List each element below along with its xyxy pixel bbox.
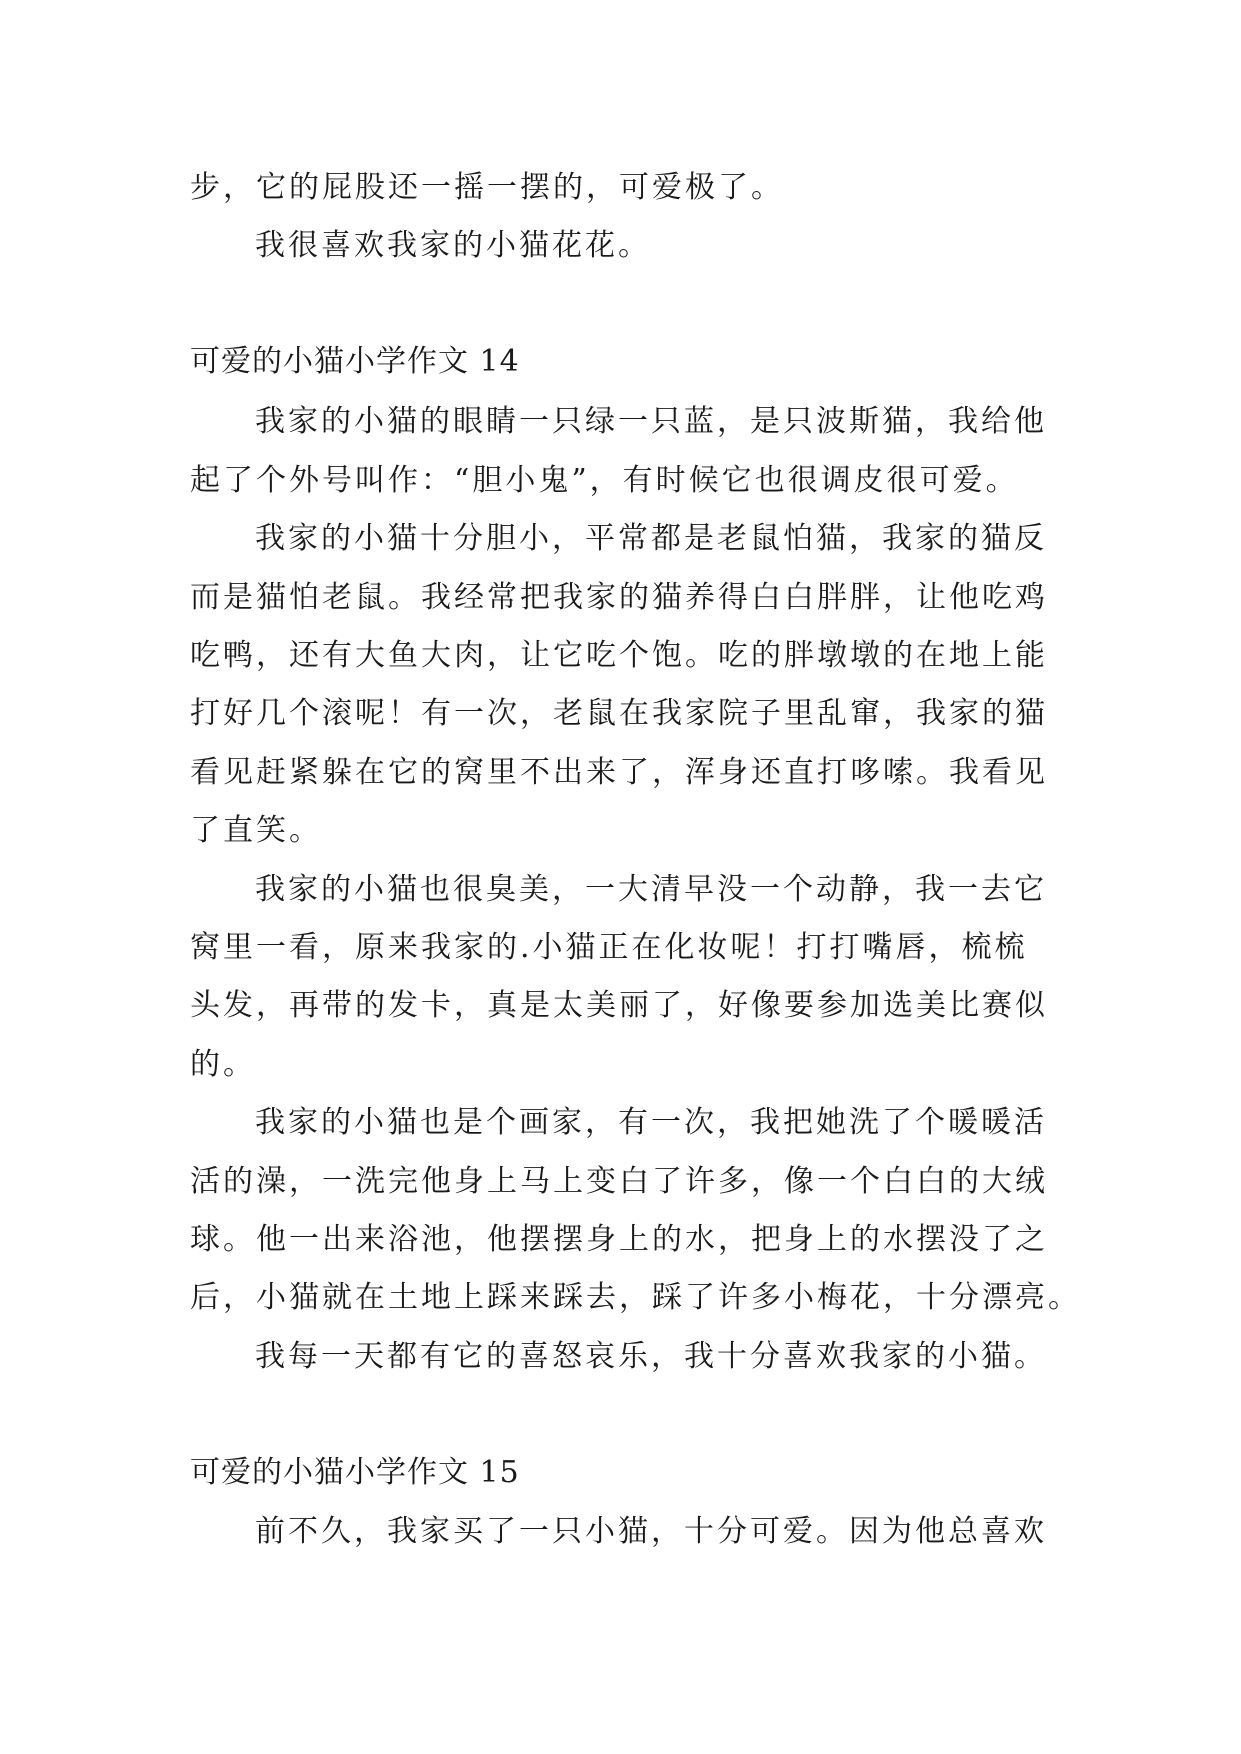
section-heading: 可爱的小猫小学作文 15 — [190, 1455, 520, 1490]
section-heading: 可爱的小猫小学作文 14 — [190, 344, 520, 379]
paragraph-line: 窝里一看，原来我家的.小猫正在化妆呢！打打嘴唇，梳梳 — [190, 930, 1028, 965]
paragraph-line: 我很喜欢我家的小猫花花。 — [255, 228, 651, 263]
paragraph-line: 我家的小猫十分胆小，平常都是老鼠怕猫，我家的猫反 — [255, 521, 1047, 556]
paragraph-line: 我家的小猫也很臭美，一大清早没一个动静，我一去它 — [255, 872, 1047, 907]
paragraph-line: 吃鸭，还有大鱼大肉，让它吃个饱。吃的胖墩墩的在地上能 — [190, 638, 1048, 673]
paragraph-line: 起了个外号叫作：“胆小鬼”，有时候它也很调皮很可爱。 — [190, 463, 1019, 498]
paragraph-line: 的。 — [190, 1047, 256, 1082]
paragraph-line: 步，它的屁股还一摇一摆的，可爱极了。 — [190, 170, 784, 205]
paragraph-line: 我家的小猫也是个画家，有一次，我把她洗了个暖暖活 — [255, 1105, 1047, 1140]
paragraph-line: 我家的小猫的眼睛一只绿一只蓝，是只波斯猫，我给他 — [255, 404, 1047, 439]
paragraph-line: 看见赶紧躲在它的窝里不出来了，浑身还直打哆嗦。我看见 — [190, 755, 1048, 790]
paragraph-line: 而是猫怕老鼠。我经常把我家的猫养得白白胖胖，让他吃鸡 — [190, 580, 1048, 615]
paragraph-line: 球。他一出来浴池，他摆摆身上的水，把身上的水摆没了之 — [190, 1222, 1048, 1257]
paragraph-line: 我每一天都有它的喜怒哀乐，我十分喜欢我家的小猫。 — [255, 1339, 1047, 1374]
paragraph-line: 活的澡，一洗完他身上马上变白了许多，像一个白白的大绒 — [190, 1164, 1048, 1199]
paragraph-line: 头发，再带的发卡，真是太美丽了，好像要参加选美比赛似 — [190, 988, 1048, 1023]
paragraph-line: 了直笑。 — [190, 813, 322, 848]
paragraph-line: 后，小猫就在土地上踩来踩去，踩了许多小梅花，十分漂亮。 — [190, 1280, 1081, 1315]
paragraph-line: 打好几个滚呢！有一次，老鼠在我家院子里乱窜，我家的猫 — [190, 696, 1048, 731]
paragraph-line: 前不久，我家买了一只小猫，十分可爱。因为他总喜欢 — [255, 1514, 1047, 1549]
